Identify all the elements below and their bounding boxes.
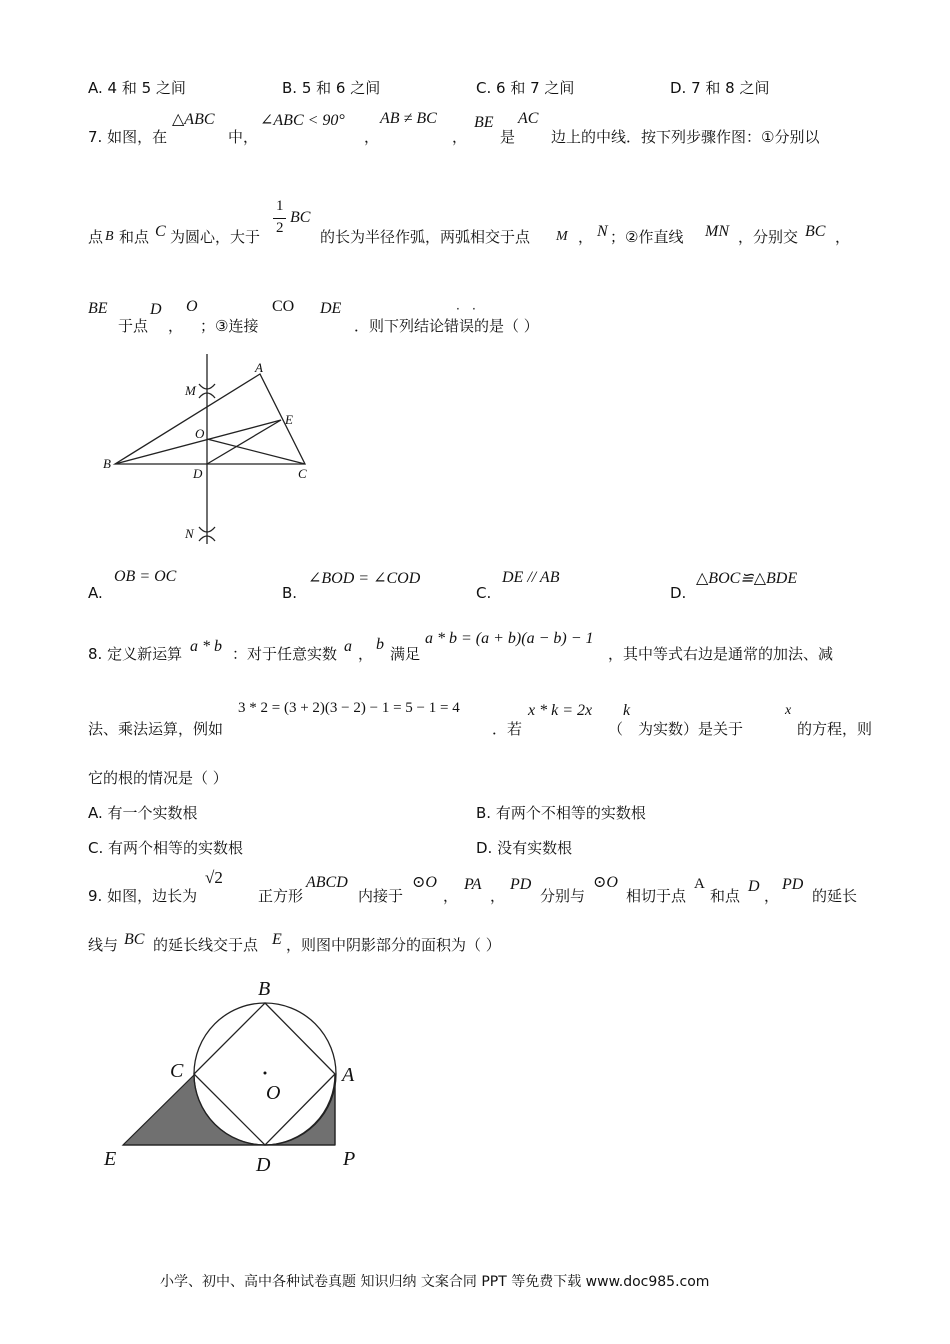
q9-abcd: ABCD xyxy=(306,874,348,891)
q8-mid: ：对于任意实数 xyxy=(232,645,338,663)
q8-manzu: 满足 xyxy=(390,645,421,663)
q7-line2-end: ， xyxy=(835,228,851,246)
q7-figure xyxy=(95,352,325,552)
q7-cond-angle: ∠ABC < 90° xyxy=(260,112,345,129)
q6-option-c: C. 6 和 7 之间 xyxy=(476,79,575,97)
line-co xyxy=(207,439,305,464)
q7-point-m: M xyxy=(556,229,568,244)
label-c: C xyxy=(298,466,307,481)
label-m: M xyxy=(185,383,196,398)
q7-point-c: C xyxy=(155,223,166,240)
q9-prefix: 9. 如图，边长为 xyxy=(88,887,198,905)
q8-option-d: D. 没有实数根 xyxy=(476,839,573,857)
q9-figure xyxy=(98,975,373,1180)
q7-option-a: OB = OC xyxy=(114,568,177,585)
q7-option-d-letter: D. xyxy=(670,584,687,602)
q7-ac: AC xyxy=(518,110,539,127)
q7-yu: 于点 xyxy=(118,317,149,335)
label-n: N xyxy=(185,526,194,541)
label-b: B xyxy=(258,978,271,1000)
q7-be: BE xyxy=(474,114,494,131)
q7-de: DE xyxy=(320,300,342,317)
q7-option-c-letter: C. xyxy=(476,584,492,602)
q9-comma: ， xyxy=(443,887,459,905)
q7-triangle-abc: △ABC xyxy=(172,111,215,128)
q7-point-d: D xyxy=(150,301,162,318)
q8-op: a * b xyxy=(190,638,222,655)
q9-point-a: A xyxy=(694,876,705,892)
label-o: O xyxy=(266,1082,281,1104)
q7-mid: 为圆心，大于 xyxy=(170,228,261,246)
q7-mn: MN xyxy=(705,223,729,240)
label-d: D xyxy=(193,466,203,481)
q9-comma-2: ， xyxy=(490,887,506,905)
q7-option-b: ∠BOD = ∠COD xyxy=(308,570,421,587)
label-p: P xyxy=(343,1148,356,1170)
q7-point-n: N xyxy=(597,223,608,240)
q6-option-b: B. 5 和 6 之间 xyxy=(282,79,381,97)
q7-frac-num: 1 xyxy=(276,198,284,214)
q7-cond-ab-neq-bc: AB ≠ BC xyxy=(380,110,437,127)
q8-example: 3 * 2 = (3 + 2)(3 − 2) − 1 = 5 − 1 = 4 xyxy=(238,700,460,716)
q7-be-2: BE xyxy=(88,300,108,317)
label-b: B xyxy=(103,456,111,471)
q9-line2-end: ，则图中阴影部分的面积为（ ） xyxy=(286,936,501,954)
q9-pd: PD xyxy=(510,876,532,893)
label-a: A xyxy=(255,360,263,375)
q8-option-a: A. 有一个实数根 xyxy=(88,804,198,822)
q7-comma-2: ， xyxy=(452,128,468,146)
q8-option-c: C. 有两个相等的实数根 xyxy=(88,839,244,857)
q9-zheng: 正方形 xyxy=(258,887,304,905)
q6-option-a: A. 4 和 5 之间 xyxy=(88,79,186,97)
label-a: A xyxy=(342,1064,355,1086)
q7-fen: ，分别交 xyxy=(738,228,799,246)
q7-option-c: DE // AB xyxy=(502,569,560,586)
label-c: C xyxy=(170,1060,184,1082)
q9-nei: 内接于 xyxy=(358,887,404,905)
q9-sqrt2: √2 xyxy=(205,868,223,887)
q8-shishu: 为实数）是关于 xyxy=(638,720,744,738)
q7-option-d: △BOC≌△BDE xyxy=(696,570,798,587)
q7-point-b: B xyxy=(105,229,114,244)
q7-step3: ；③连接 xyxy=(200,317,259,335)
q7-shi: 是 xyxy=(500,128,516,146)
q8-b: b xyxy=(376,636,384,653)
q7-bc-2: BC xyxy=(805,223,826,240)
q7-point-o: O xyxy=(186,298,198,315)
q7-prefix: 7. 如图，在 xyxy=(88,128,168,146)
q9-line2-prefix: 线与 xyxy=(88,936,119,954)
q8-option-b: B. 有两个不相等的实数根 xyxy=(476,804,646,822)
q9-he: 和点 xyxy=(710,887,741,905)
triangle-abc xyxy=(115,374,305,464)
q7-co: CO xyxy=(272,298,295,315)
q7-option-b-letter: B. xyxy=(282,584,298,602)
q7-comma: ， xyxy=(364,128,380,146)
q9-point-d: D xyxy=(748,878,760,895)
q9-line2-rest: 的延长线交于点 xyxy=(153,936,259,954)
q9-bc: BC xyxy=(124,931,145,948)
q8-ruo: ．若 xyxy=(492,720,523,738)
emphasis-dot-2: · xyxy=(472,302,476,316)
center-dot xyxy=(264,1072,267,1075)
q9-pd-2: PD xyxy=(782,876,804,893)
q8-k: k xyxy=(623,702,631,719)
footer-text: 小学、初中、高中各种试卷真题 知识归纳 文案合同 PPT 等免费下载 www.doc985.com xyxy=(160,1274,710,1290)
q9-fenbie: 分别与 xyxy=(540,887,586,905)
q8-comma: ， xyxy=(358,645,374,663)
q8-x: x xyxy=(785,703,792,718)
q9-circle-o: ⊙O xyxy=(412,874,437,891)
label-e: E xyxy=(104,1148,117,1170)
q7-frac-den: 2 xyxy=(276,220,284,236)
q8-line2-rest: 的方程，则 xyxy=(797,720,873,738)
q7-line2-rest: 的长为半径作弧，两弧相交于点 xyxy=(320,228,531,246)
q7-option-a-letter: A. xyxy=(88,584,103,602)
q6-option-d: D. 7 和 8 之间 xyxy=(670,79,770,97)
q9-circle-o-2: ⊙O xyxy=(593,874,618,891)
q8-prefix: 8. 定义新运算 xyxy=(88,645,183,663)
q8-a: a xyxy=(344,638,352,655)
q7-dian: 点 xyxy=(88,228,104,246)
q7-bc: BC xyxy=(290,209,311,226)
q8-equation: x * k = 2x xyxy=(528,702,593,719)
q8-line3: 它的根的情况是（ ） xyxy=(88,769,228,787)
q7-comma-3: ， xyxy=(578,228,594,246)
q7-frac-bar xyxy=(273,218,286,219)
q9-comma-3: ， xyxy=(764,887,780,905)
label-d: D xyxy=(256,1154,271,1176)
q7-comma-4: ， xyxy=(168,317,184,335)
q7-he: 和点 xyxy=(119,228,150,246)
emphasis-dot-1: · xyxy=(456,302,460,316)
q7-zhong: 中， xyxy=(228,128,259,146)
q8-paren: （ xyxy=(608,720,624,738)
label-e: E xyxy=(285,412,293,427)
q8-line1-rest: ，其中等式右边是通常的加法、减 xyxy=(608,645,834,663)
q7-line1-rest: 边上的中线．按下列步骤作图：①分别以 xyxy=(551,128,820,146)
q7-step2: ；②作直线 xyxy=(610,228,684,246)
q9-xiangqie: 相切于点 xyxy=(626,887,687,905)
q8-formula: a * b = (a + b)(a − b) − 1 xyxy=(425,630,594,647)
shaded-region-left xyxy=(123,1075,265,1145)
label-o: O xyxy=(195,426,205,441)
q8-line2-prefix: 法、乘法运算，例如 xyxy=(88,720,224,738)
q9-point-e: E xyxy=(272,931,282,948)
q7-line3-rest: ．则下列结论错误的是（ ） xyxy=(354,317,539,335)
q9-pa: PA xyxy=(464,876,482,893)
q9-yanchang: 的延长 xyxy=(812,887,858,905)
